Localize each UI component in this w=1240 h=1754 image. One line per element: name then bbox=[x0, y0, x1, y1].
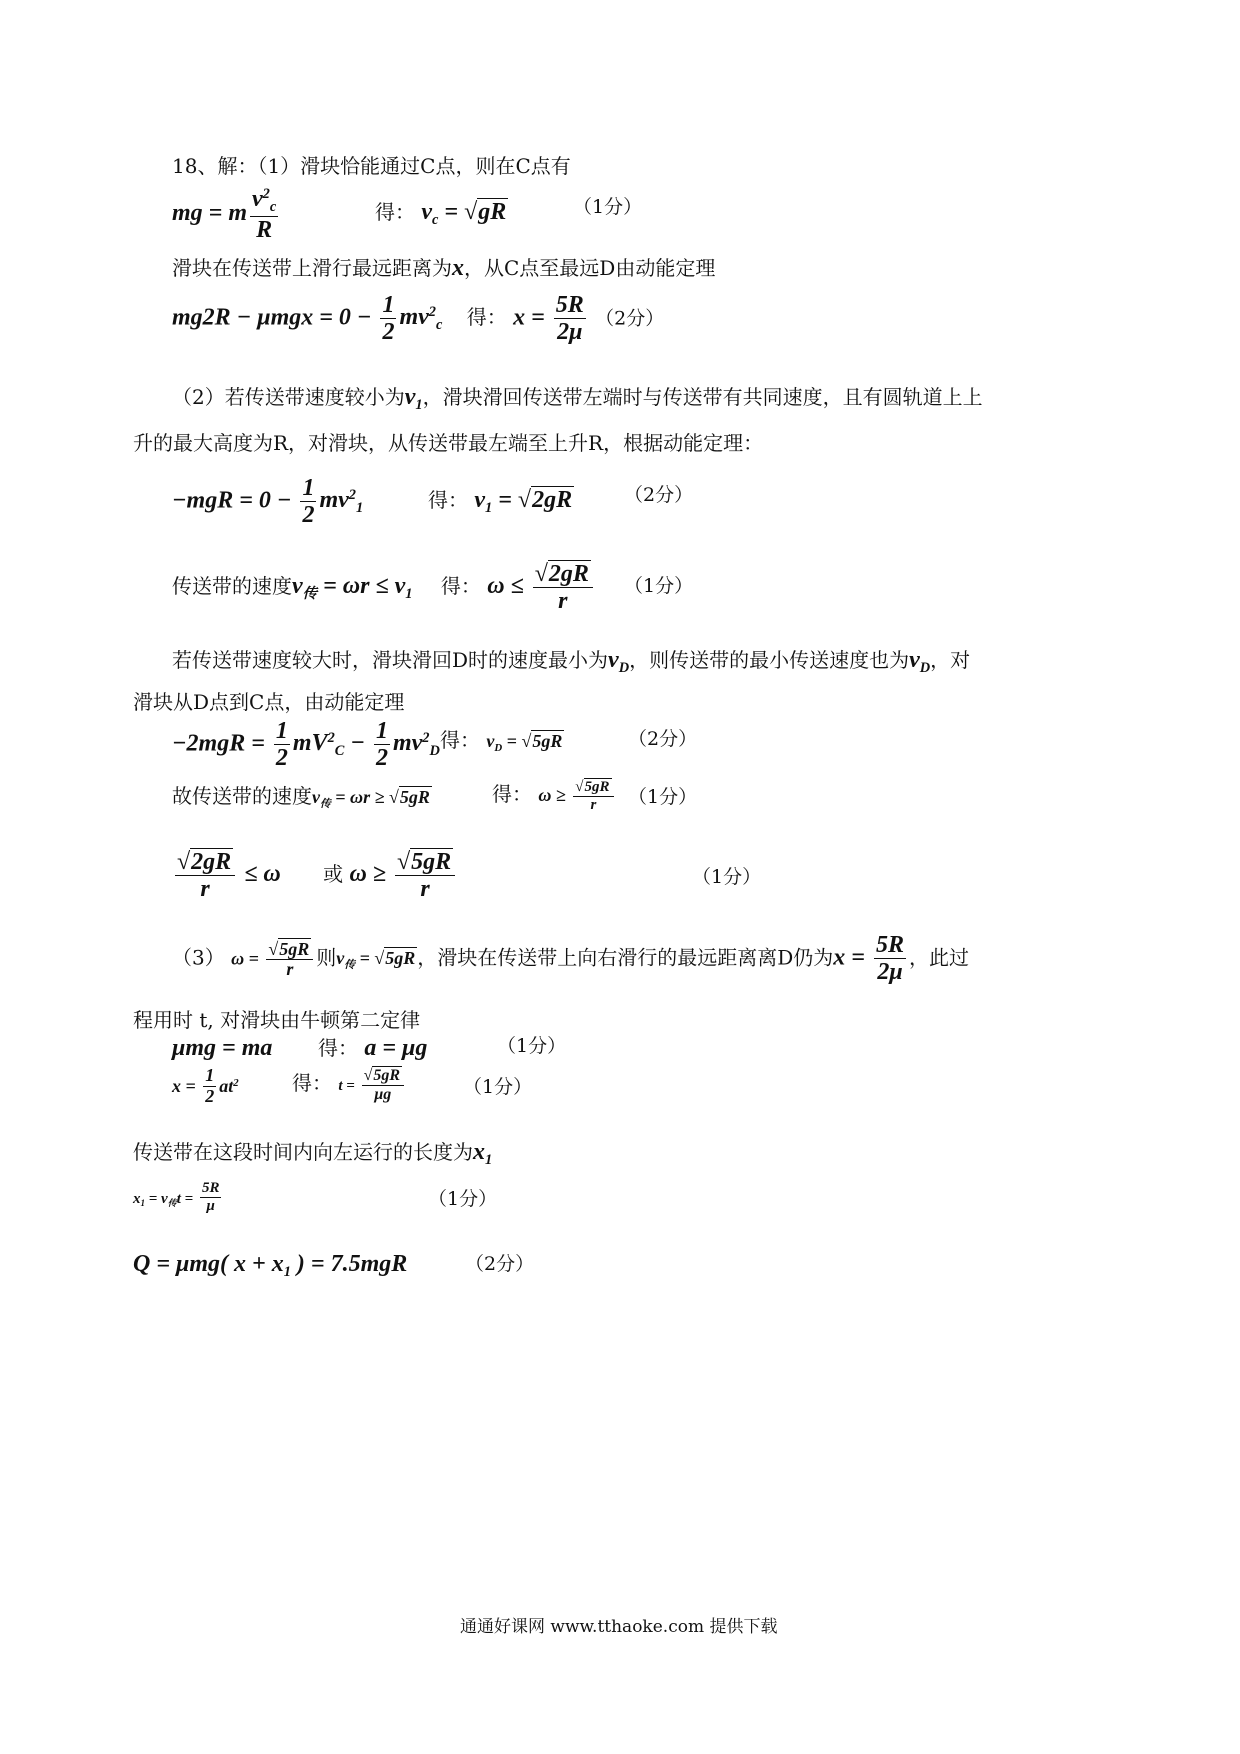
belt-speed-line: 传送带的速度$v_传 = \omega r \le v_1$ 得： ω ≤ $\frac{√2gR}{r}$ bbox=[172, 560, 596, 615]
text-line: 升的最大高度为R，对滑块，从传送带最左端至上升R，根据动能定理： bbox=[133, 431, 764, 455]
text-segment: ，从C点至最远D由动能定理 bbox=[464, 256, 716, 280]
get-label: 得： bbox=[440, 573, 481, 598]
or-label: 或 bbox=[323, 861, 344, 886]
equation-kinematic: x = $\frac{1}{2}$ $at^2$ bbox=[172, 1065, 239, 1106]
equation-energy-3: −2mgR = $\frac{1}{2}$ $mV^2_C$ − $\frac{1}{2}$ $mv^2_D$ bbox=[172, 718, 440, 772]
text-segment: （2）若传送带速度较小为 bbox=[172, 385, 405, 409]
text-line: 滑块从D点到C点，由动能定理 bbox=[133, 690, 405, 714]
result-a: 得： a = μg bbox=[318, 1035, 428, 1061]
score-label: （2分） bbox=[465, 1253, 535, 1275]
equation-belt-length: $x_1 = v_传t$ = $\frac{5R}{\mu}$ bbox=[133, 1180, 220, 1214]
equation-range: $\frac{√2gR}{r}$ ≤ ω 或 ω ≥ $\frac{√5gR}{r}$ bbox=[172, 848, 458, 903]
belt-speed-line-2: 故传送带的速度$v_传 = \omega r \ge √5gR$ bbox=[172, 784, 430, 810]
text-segment: 滑块在传送带上滑行最远距离为 bbox=[172, 256, 452, 280]
score-label: （1分） bbox=[428, 1188, 498, 1210]
text-segment: ，对 bbox=[930, 648, 971, 672]
equation-energy-1: mg2R − μmgx = 0 − $\frac{1}{2}$ $mv^2_c$ 得： x = $\frac{5R}{2\mu}$ （2分） bbox=[172, 292, 665, 346]
get-label: 得： bbox=[492, 782, 532, 806]
score-label: （1分） bbox=[628, 786, 698, 808]
get-label: 得： bbox=[440, 728, 480, 752]
get-label: 得： bbox=[428, 488, 468, 512]
equation-heat: Q = μmg( $x + x_1$ ) = 7.5mgR bbox=[133, 1251, 408, 1281]
get-label: 得： bbox=[466, 305, 507, 330]
score-label: （1分） bbox=[573, 196, 643, 218]
get-label: 得： bbox=[318, 1036, 358, 1060]
score-label: （2分） bbox=[628, 728, 698, 750]
intro-line: 18、解：（1）滑块恰能通过C点，则在C点有 bbox=[172, 154, 571, 178]
score-label: （1分） bbox=[624, 575, 694, 597]
get-label: 得： bbox=[375, 200, 415, 224]
equation-energy-2: −mgR = 0 − $\frac{1}{2}$ $mv^2_1$ bbox=[172, 475, 364, 529]
equation-newton: μmg = ma bbox=[172, 1035, 273, 1061]
text-segment: ，则传送带的最小传送速度也为 bbox=[629, 648, 910, 672]
score-label: （1分） bbox=[692, 866, 762, 888]
text-segment: （3） bbox=[172, 945, 225, 970]
score-label: （2分） bbox=[624, 484, 694, 506]
text-segment: 若传送带速度较大时，滑块滑回D时的速度最小为 bbox=[172, 648, 609, 672]
text-segment: 故传送带的速度 bbox=[172, 784, 312, 808]
text-segment: 传送带在这段时间内向左运行的长度为 bbox=[133, 1140, 473, 1164]
result-vd: 得： $v_D = √5gR$ bbox=[440, 728, 563, 754]
part3-line: （3） ω = $\frac{√5gR}{r}$ 则$v_传 = √5gR$ ，滑块在传送带上向右滑行的最远距离离D仍为x = $\frac{5R}{2\mu}$ ，此过 bbox=[172, 932, 969, 986]
equation-centripetal: mg = m $\frac{v^2_c}{R}$ bbox=[172, 186, 277, 243]
text-segment: ，滑块滑回传送带左端时与传送带有共同速度，且有圆轨道上上 bbox=[422, 385, 983, 409]
text-line: 滑块在传送带上滑行最远距离为x，从C点至最远D由动能定理 bbox=[172, 255, 716, 281]
result-vc: 得： $v_c = √gR$ bbox=[375, 199, 507, 229]
text-segment: 则 bbox=[316, 945, 337, 970]
score-label: （1分） bbox=[497, 1035, 567, 1057]
result-t: 得： t = $\frac{√5gR}{\mu g}$ bbox=[292, 1066, 407, 1103]
text-segment: 传送带的速度 bbox=[172, 573, 292, 598]
text-segment: ，此过 bbox=[909, 945, 969, 970]
text-line: 若传送带速度较大时，滑块滑回D时的速度最小为$v_D$，则传送带的最小传送速度也为$v_D$，对 bbox=[172, 647, 971, 677]
text-line: （2）若传送带速度较小为$v_1$，滑块滑回传送带左端时与传送带有共同速度，且有圆轨道上上 bbox=[172, 384, 983, 414]
result-v1: 得： $v_1 = √2gR$ bbox=[428, 487, 573, 517]
get-label: 得： bbox=[292, 1071, 332, 1096]
score-label: （2分） bbox=[595, 307, 665, 330]
page-footer: 通通好课网 www.tthaoke.com 提供下载 bbox=[460, 1617, 778, 1637]
text-line: 程用时 t, 对滑块由牛顿第二定律 bbox=[133, 1008, 421, 1032]
result-omega-min: 得： ω ≥ $\frac{√5gR}{r}$ bbox=[492, 778, 617, 813]
text-segment: ，滑块在传送带上向右滑行的最远距离离D仍为 bbox=[417, 945, 834, 970]
score-label: （1分） bbox=[463, 1076, 533, 1098]
text-line: 传送带在这段时间内向左运行的长度为$x_1$ bbox=[133, 1139, 493, 1169]
